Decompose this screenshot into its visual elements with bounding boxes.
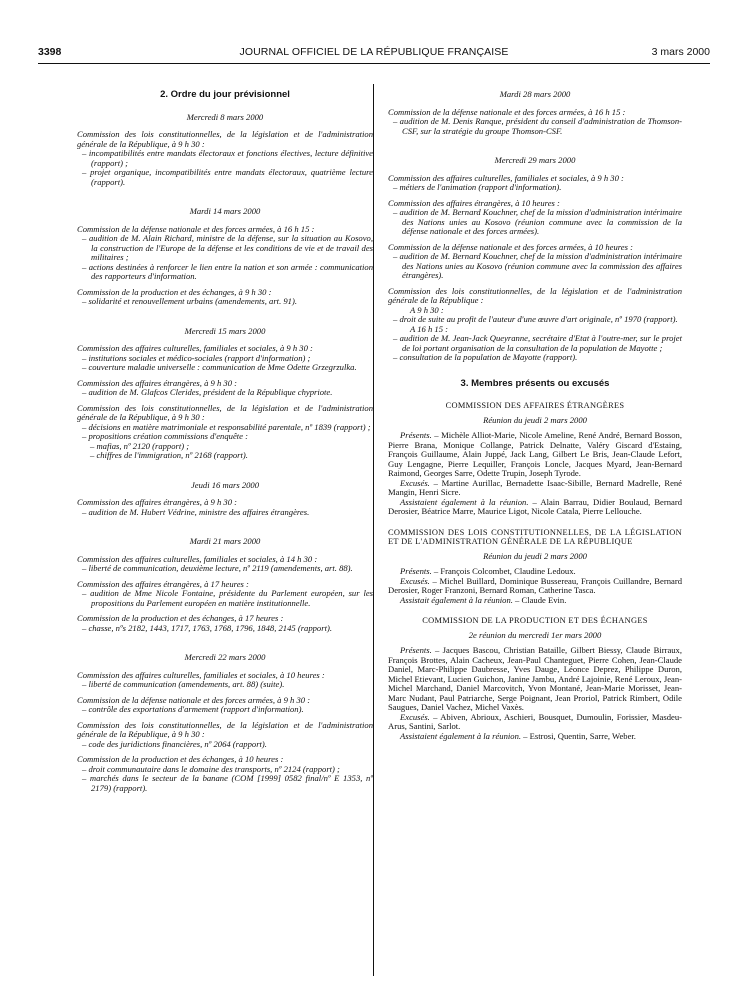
page-header [38, 46, 710, 60]
meeting [77, 721, 373, 750]
agenda-item: – audition de M. Jean-Jack Queyranne, secrétaire d'Etat à l'outre-mer, sur le projet de loi portant organisation de la consultation de la population de Mayotte ; [393, 333, 682, 353]
agenda-item: – audition de Mme Nicole Fontaine, présidente du Parlement européen, sur les propositions du Parlement européen en matière institutionnelle. [82, 588, 373, 608]
time-slot: A 9 h 30 : [410, 304, 444, 315]
agenda-item: – couverture maladie universelle : communication de Mme Odette Grzegrzulka. [82, 362, 357, 372]
meeting [77, 288, 373, 307]
committee-line: Commission de la défense nationale et des forces armées, à 16 h 15 : [388, 106, 626, 117]
meeting [388, 243, 682, 281]
agenda-subitem: – chiffres de l'immigration, nº 2168 (rapport). [90, 450, 248, 460]
committee-line: Commission des lois constitutionnelles, de la législation et de l'administration générale de la République, à 9 h 30 : [77, 402, 373, 422]
agenda-item: – institutions sociales et médico-sociales (rapport d'information) ; [82, 352, 311, 363]
committee-line: Commission des lois constitutionnelles, de la législation et de l'administration générale de la République, à 9 h 30 : [77, 129, 373, 149]
presents-paragraph [388, 646, 682, 713]
presents-list: – François Colcombet, Claudine Ledoux. [431, 566, 576, 576]
committee-line: Commission des affaires étrangères, à 10 heures : [388, 197, 560, 208]
excuses-label: Excusés. [400, 711, 430, 722]
day-heading: Mardi 14 mars 2000 [189, 206, 261, 216]
excuses-paragraph [388, 479, 682, 498]
agenda-item: – actions destinées à renforcer le lien entre la nation et son armée : communication des rapporteurs d'information. [82, 261, 373, 281]
committee-line: Commission des affaires culturelles, familiales et sociales, à 14 h 30 : [77, 553, 318, 564]
day-heading: Mercredi 8 mars 2000 [186, 111, 264, 122]
excuses-list: – Michel Buillard, Dominique Bussereau, François Cuillandre, Bernard Derosier, Roger Franzoni, Bernard Roman, Catherine Tasca. [388, 575, 682, 595]
day-heading: Mercredi 22 mars 2000 [184, 652, 266, 662]
agenda-item: – marchés dans le secteur de la banane (COM [1999] 0582 final/nº E 1353, nº 2179) (rapport). [82, 773, 373, 793]
reunion-date: Réunion du jeudi 2 mars 2000 [483, 550, 587, 561]
assistait-paragraph [388, 498, 682, 517]
reunion-date: Réunion du jeudi 2 mars 2000 [483, 414, 587, 425]
agenda-item: – contrôle des exportations d'armement (rapport d'information). [82, 704, 304, 714]
committee-line: Commission des affaires étrangères, à 9 h 30 : [77, 377, 238, 388]
meeting [77, 755, 373, 793]
agenda-item: – métiers de l'animation (rapport d'information). [393, 182, 562, 192]
presents-paragraph [388, 431, 682, 479]
excuses-list: – Abiven, Abrioux, Aschieri, Bousquet, Dumoulin, Forissier, Masdeu-Arus, Santini, Sarlot. [388, 711, 682, 731]
committee-line: Commission des affaires culturelles, familiales et sociales, à 10 heures : [77, 669, 325, 680]
agenda-item: – liberté de communication (amendements, art. 88) (suite). [82, 679, 285, 689]
assistait-label: Assistaient également à la réunion. [400, 730, 522, 741]
agenda-item: – liberté de communication, deuxième lecture, nº 2119 (amendements, art. 88). [82, 563, 353, 573]
committee-line: Commission des lois constitutionnelles, de la législation et de l'administration générale de la République, à 9 h 30 : [77, 719, 373, 739]
agenda-item: – solidarité et renouvellement urbains (amendements, art. 91). [82, 296, 297, 306]
committee-line: Commission de la défense nationale et des forces armées, à 9 h 30 : [77, 694, 311, 705]
assistait-label: Assistait également à la réunion. [400, 594, 513, 605]
meeting [388, 174, 682, 193]
meeting [77, 555, 373, 574]
agenda-item: – audition de M. Denis Ranque, président du conseil d'administration de Thomson-CSF, sur la stratégie du groupe Thomson-CSF. [393, 116, 682, 136]
agenda-item: – audition de M. Bernard Kouchner, chef de la mission d'administration intérimaire des Nations unies au Kosovo (réunion commune avec la commission des affaires étrangères). [393, 251, 682, 280]
meeting [388, 287, 682, 363]
committee-line: Commission des affaires culturelles, familiales et sociales, à 9 h 30 : [388, 172, 624, 183]
committee-line: Commission des lois constitutionnelles, de la législation et de l'administration générale de la République : [388, 285, 682, 305]
committee-line: Commission des affaires étrangères, à 9 h 30 : [77, 497, 238, 507]
header-rule [38, 63, 710, 64]
excuses-label: Excusés. [400, 477, 430, 488]
presents-label: Présents. [400, 430, 432, 440]
time-slot: A 16 h 15 : [410, 323, 449, 334]
committee-line: Commission de la défense nationale et des forces armées, à 16 h 15 : [77, 223, 315, 234]
agenda-item: – projet organique, incompatibilités entre mandats électoraux, quatrième lecture (rapport). [82, 167, 373, 187]
excuses-paragraph [388, 713, 682, 732]
committee-line: Commission de la production et des échanges, à 10 heures : [77, 754, 284, 764]
commission-name: COMMISSION DE LA PRODUCTION ET DES ÉCHANGES [422, 616, 648, 625]
day-heading: Mardi 21 mars 2000 [189, 536, 261, 546]
attendance-block [388, 401, 682, 517]
committee-line: Commission des affaires culturelles, familiales et sociales, à 9 h 30 : [77, 343, 313, 353]
day-heading: Mercredi 15 mars 2000 [184, 325, 266, 336]
agenda-item: – chasse, nºs 2182, 1443, 1717, 1763, 1768, 1796, 1848, 2145 (rapport). [82, 622, 332, 633]
agenda-subitem: – mafias, nº 2120 (rapport) ; [90, 440, 190, 451]
agenda-item: – audition de M. Glafcos Clerides, président de la République chypriote. [82, 387, 333, 397]
page-number: 3398 [38, 46, 62, 58]
agenda-item: – audition de M. Hubert Védrine, ministre des affaires étrangères. [82, 506, 310, 517]
day-heading: Mercredi 29 mars 2000 [494, 155, 576, 165]
agenda-item: – consultation de la population de Mayotte (rapport). [393, 352, 578, 362]
excuses-label: Excusés. [400, 575, 430, 586]
day-heading: Jeudi 16 mars 2000 [190, 479, 260, 490]
journal-title: JOURNAL OFFICIEL DE LA RÉPUBLIQUE FRANÇAISE [239, 46, 509, 58]
meeting [77, 225, 373, 282]
meeting [77, 404, 373, 461]
agenda-item: – audition de M. Bernard Kouchner, chef de la mission d'administration intérimaire des Nations unies au Kosovo (réunion commune avec la commission de la défense nationale et des forces armées). [393, 207, 682, 236]
section-title: 3. Membres présents ou excusés [460, 377, 610, 389]
meeting [77, 379, 373, 398]
assistait-list: – Alain Barrau, Didier Boulaud, Bernard Derosier, Béatrice Marre, Maurice Ligot, Nicole Catala, Pierre Lellouche. [388, 496, 682, 516]
attendance-block [388, 616, 682, 741]
right-column [388, 90, 682, 752]
excuses-paragraph [388, 577, 682, 596]
agenda-item: – droit de suite au profit de l'auteur d'une œuvre d'art originale, nº 1970 (rapport). [393, 314, 678, 324]
commission-name: COMMISSION DES AFFAIRES ÉTRANGÈRES [445, 401, 625, 410]
committee-line: Commission de la production et des échanges, à 9 h 30 : [77, 286, 272, 297]
presents-list: – Michèle Alliot-Marie, Nicole Ameline, René André, Bernard Bosson, Pierre Brana, Monique Collange, Patrick Delnatte, Valéry Giscard d'Estaing, François Guillaume, Alain Juppé, Jack Lang, Gilbert Le Bris, Jean-Claude Lefort, Guy Lengagne, Pierre Lequiller, François Loncle, Jacques Myard, Jean-Bernard Raimond, Georges Sarre, Odette Trupin, Joseph Tyrode. [388, 430, 682, 478]
column-divider [373, 84, 374, 976]
meeting [388, 199, 682, 237]
agenda-item: – décisions en matière matrimoniale et responsabilité parentale, nº 1839 (rapport) ; [82, 421, 371, 432]
assistait-paragraph [388, 732, 682, 742]
agenda-item: – code des juridictions financières, nº 2064 (rapport). [82, 738, 267, 749]
assistait-paragraph [388, 596, 682, 606]
presents-label: Présents. [400, 566, 432, 576]
assistait-list: – Estrosi, Quentin, Sarre, Weber. [521, 730, 636, 741]
left-column [77, 90, 373, 799]
meeting [77, 580, 373, 609]
assistait-label: Assistaient également à la réunion. [400, 496, 529, 507]
presents-list: – Jacques Bascou, Christian Bataille, Gilbert Biessy, Claude Birraux, François Brottes, Alain Cacheux, Jean-Paul Chanteguet, Pierre Cohen, Jean-Claude Daniel, Marc-Philippe Daubresse, Yves Dauge, Léonce Deprez, Philippe Duron, Michel Etievant, Lucien Guichon, Janine Jambu, André Lajoinie, René Leroux, Jean-Michel Marchand, Daniel Marcovitch, Yvon Montané, Jean-Marie Morisset, Jean-Marc Nudant, Paul Patriarche, Serge Poignant, Jean Proriol, Patrick Rimbert, Odile Saugues, Daniel Vachez, Michel Vaxès. [388, 645, 682, 712]
agenda-item: – audition de M. Alain Richard, ministre de la défense, sur la situation au Kosovo, la construction de l'Europe de la défense et les conditions de vie et de travail des militaires ; [82, 233, 373, 262]
day-heading: Mardi 28 mars 2000 [499, 89, 571, 99]
meeting [77, 344, 373, 373]
meeting [77, 498, 373, 517]
meeting [77, 671, 373, 690]
excuses-list: – Martine Aurillac, Bernadette Isaac-Sibille, Bernard Madrelle, René Mangin, Henri Sicre. [388, 477, 682, 497]
attendance-block [388, 528, 682, 606]
meeting [77, 130, 373, 187]
meeting [77, 696, 373, 715]
reunion-date: 2e réunion du mercredi 1er mars 2000 [468, 629, 602, 640]
agenda-item: – incompatibilités entre mandats électoraux et fonctions électives, lecture définitive (rapport) ; [82, 148, 373, 168]
committee-line: Commission de la production et des échanges, à 17 heures : [77, 613, 284, 623]
section-title: 2. Ordre du jour prévisionnel [160, 89, 290, 100]
meeting [388, 108, 682, 137]
agenda-item: – droit communautaire dans le domaine des transports, nº 2124 (rapport) ; [82, 763, 340, 774]
assistait-list: – Claude Evin. [512, 594, 567, 605]
committee-line: Commission des affaires étrangères, à 17 heures : [77, 578, 249, 589]
meeting [77, 614, 373, 633]
commission-name: COMMISSION DES LOIS CONSTITUTIONNELLES, DE LA LÉGISLATION ET DE L'ADMINISTRATION GÉNÉRALE DE LA RÉPUBLIQUE [388, 527, 682, 546]
committee-line: Commission de la défense nationale et des forces armées, à 10 heures : [388, 241, 633, 252]
issue-date: 3 mars 2000 [651, 46, 710, 58]
presents-label: Présents. [400, 645, 432, 655]
agenda-item: – propositions création commissions d'enquête : [82, 431, 248, 441]
